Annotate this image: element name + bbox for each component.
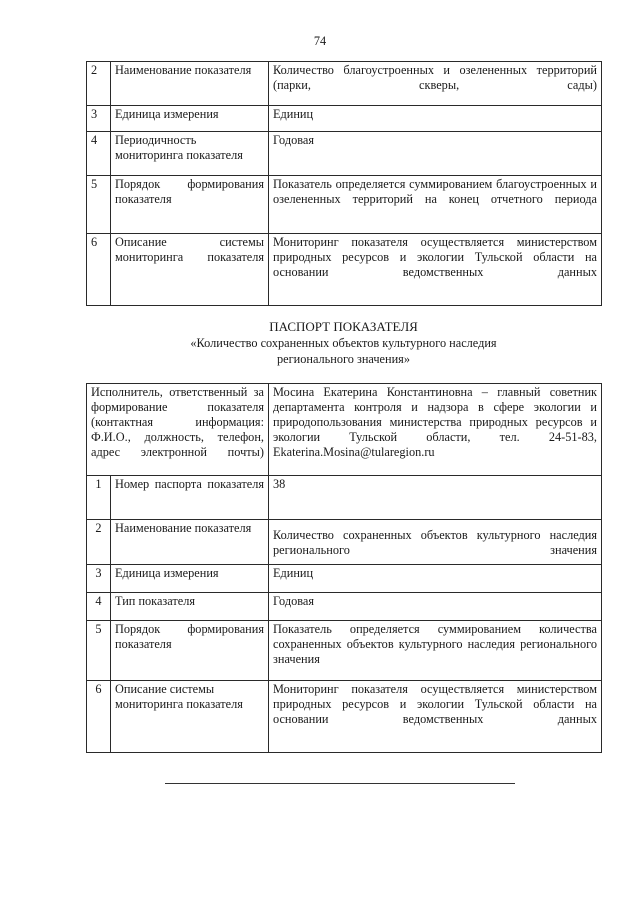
row-name: Единица измерения: [111, 106, 269, 132]
row-number: 2: [87, 520, 111, 565]
row-name: Порядок формирования показателя: [111, 621, 269, 681]
responsible-label: Исполнитель, ответственный за формирование показателя (контактная информация: Ф.И.О., должность, телефон, адрес электронной почты): [87, 384, 269, 476]
row-number: 6: [87, 234, 111, 306]
row-value: Мониторинг показателя осуществляется министерством природных ресурсов и экологии Тульской области на основании ведомственных данных: [269, 681, 602, 753]
row-name: Тип показателя: [111, 593, 269, 621]
indicator-passport-table: [86, 383, 602, 753]
table-row: [87, 476, 602, 520]
table-row: [87, 565, 602, 593]
row-value: Годовая: [269, 132, 602, 176]
row-number: 4: [87, 132, 111, 176]
row-name: Порядок формирования показателя: [111, 176, 269, 234]
row-name: Описание системы мониторинга показателя: [111, 234, 269, 306]
row-number: 6: [87, 681, 111, 753]
table-row: [87, 593, 602, 621]
row-name: Описание системы мониторинга показателя: [111, 681, 269, 753]
row-name: Наименование показателя: [111, 62, 269, 106]
row-number: 3: [87, 565, 111, 593]
page-number: 74: [313, 34, 327, 48]
row-number: 5: [87, 176, 111, 234]
row-value: Количество благоустроенных и озелененных территорий (парки, скверы, сады): [269, 62, 602, 106]
footer-divider: [165, 783, 515, 784]
passport-subtitle-line1: «Количество сохраненных объектов культурного наследия: [190, 336, 497, 350]
row-name: Периодичность мониторинга показателя: [111, 132, 269, 176]
table-row: [87, 234, 602, 306]
row-value: 38: [269, 476, 602, 520]
table-row: [87, 132, 602, 176]
row-number: 3: [87, 106, 111, 132]
row-value: Показатель определяется суммированием благоустроенных и озелененных территорий на конец отчетного периода: [269, 176, 602, 234]
row-number: 2: [87, 62, 111, 106]
row-value: Количество сохраненных объектов культурного наследия регионального значения: [269, 520, 602, 565]
table-row: [87, 106, 602, 132]
row-name: Единица измерения: [111, 565, 269, 593]
row-value: Мониторинг показателя осуществляется министерством природных ресурсов и экологии Тульской области на основании ведомственных данных: [269, 234, 602, 306]
row-name: Наименование показателя: [111, 520, 269, 565]
table-row: [87, 520, 602, 565]
row-number: 4: [87, 593, 111, 621]
table-row: [87, 621, 602, 681]
passport-title: ПАСПОРТ ПОКАЗАТЕЛЯ: [269, 319, 418, 334]
row-value: Единиц: [269, 565, 602, 593]
passport-heading: [86, 318, 601, 367]
row-value: Единиц: [269, 106, 602, 132]
row-name: Номер паспорта показателя: [111, 476, 269, 520]
row-value: Показатель определяется суммированием количества сохраненных объектов культурного наследия регионального значения: [269, 621, 602, 681]
row-number: 1: [87, 476, 111, 520]
responsible-value: Мосина Екатерина Константиновна – главный советник департамента контроля и надзора в сфере экологии и природопользования министерства природных ресурсов и экологии Тульской области, тел. 24-51-83, Ekaterina.Mosina@tularegion.ru: [269, 384, 602, 476]
responsible-row: [87, 384, 602, 476]
row-value: Годовая: [269, 593, 602, 621]
indicator-table-continued: [86, 61, 602, 306]
table-row: [87, 62, 602, 106]
table-row: [87, 176, 602, 234]
passport-subtitle-line2: регионального значения»: [277, 352, 410, 366]
table-row: [87, 681, 602, 753]
row-number: 5: [87, 621, 111, 681]
